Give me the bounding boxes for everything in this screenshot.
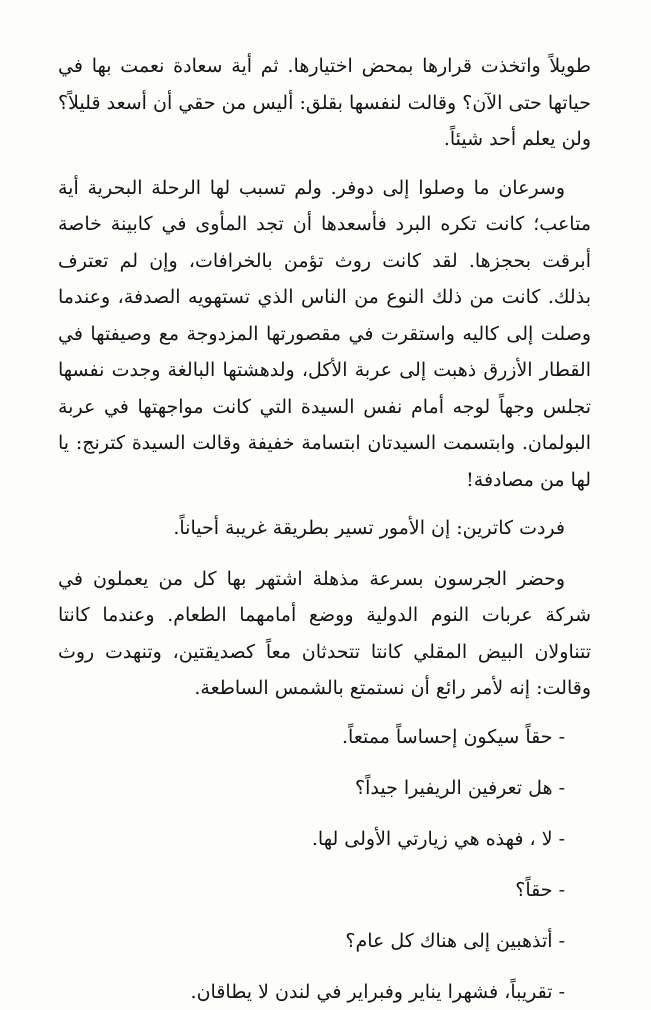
- paragraph-3: فردت كاترين: إن الأمور تسير بطريقة غريبة أحياناً.: [58, 510, 591, 547]
- dialogue-line: - هل تعرفين الريفيرا جيداً؟: [58, 770, 565, 807]
- dialogue-line: - حقاً؟: [58, 872, 565, 909]
- dialogue-line: - أتذهبين إلى هناك كل عام؟: [58, 923, 565, 960]
- dialogue-line: - حقاً سيكون إحساساً ممتعاً.: [58, 719, 565, 756]
- dialogue-list: [58, 719, 565, 1010]
- paragraph-1: طويلاً واتخذت قرارها بمحض اختيارها. ثم أية سعادة نعمت بها في حياتها حتى الآن؟ وقالت لنفسها بقلق: أليس من حقي أن أسعد قليلاً؟ ولن يعلم أحد شيئاً.: [58, 48, 591, 158]
- dialogue-line: - تقريباً، فشهرا يناير وفبراير في لندن لا يطاقان.: [58, 974, 565, 1010]
- paragraph-2: وسرعان ما وصلوا إلى دوفر. ولم تسبب لها الرحلة البحرية أية متاعب؛ كانت تكره البرد فأسعدها أن تجد المأوى في كابينة خاصة أبرقت بحجزها. لقد كانت روث تؤمن بالخرافات، وإن لم تعترف بذلك. كانت من ذلك النوع من الناس الذي تستهويه الصدفة، وعندما وصلت إلى كاليه واستقرت في مقصورتها المزدوجة مع وصيفتها في القطار الأزرق ذهبت إلى عربة الأكل، ولدهشتها البالغة وجدت نفسها تجلس وجهاً لوجه أمام نفس السيدة التي كانت مواجهتها في عربة البولمان. وابتسمت السيدتان ابتسامة خفيفة وقالت السيدة كترنج: يا لها من مصادفة!: [58, 170, 591, 499]
- paragraph-4: وحضر الجرسون بسرعة مذهلة اشتهر بها كل من يعملون في شركة عربات النوم الدولية ووضع أمامهما الطعام. وعندما كانتا تتناولان البيض المقلي كانتا تتحدثان معاً كصديقتين، وتنهدت روث وقالت: إنه لأمر رائع أن نستمتع بالشمس الساطعة.: [58, 561, 591, 707]
- dialogue-line: - لا ، فهذه هي زيارتي الأولى لها.: [58, 821, 565, 858]
